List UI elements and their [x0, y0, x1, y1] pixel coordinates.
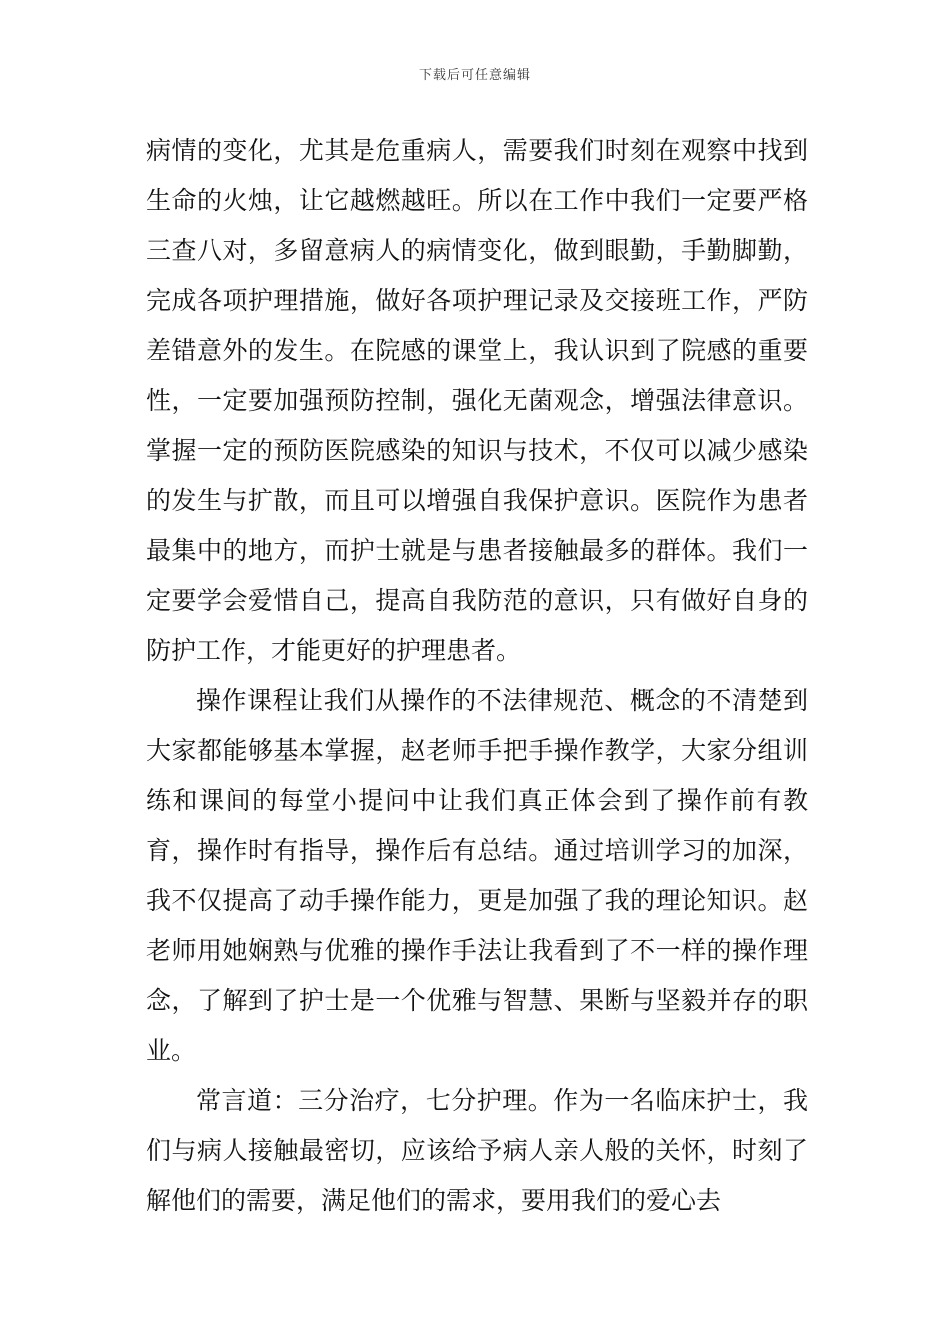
paragraph-1: 病情的变化，尤其是危重病人，需要我们时刻在观察中找到生命的火烛，让它越燃越旺。所以在工作中我们一定要严格三查八对，多留意病人的病情变化，做到眼勤，手勤脚勤，完成各项护理措施，做好各项护理记录及交接班工作，严防差错意外的发生。在院感的课堂上，我认识到了院感的重要性，一定要加强预防控制，强化无菌观念，增强法律意识。掌握一定的预防医院感染的知识与技术，不仅可以减少感染的发生与扩散，而且可以增强自我保护意识。医院作为患者最集中的地方，而护士就是与患者接触最多的群体。我们一定要学会爱惜自己，提高自我防范的意识，只有做好自身的防护工作，才能更好的护理患者。: [146, 136, 808, 665]
page-header: 下载后可任意编辑: [418, 68, 531, 83]
paragraph-3: 常言道：三分治疗，七分护理。作为一名临床护士，我们与病人接触最密切，应该给予病人亲人般的关怀，时刻了解他们的需要，满足他们的需求，要用我们的爱心去: [146, 1086, 808, 1215]
paragraph-2: 操作课程让我们从操作的不法律规范、概念的不清楚到大家都能够基本掌握，赵老师手把手操作教学，大家分组训练和课间的每堂小提问中让我们真正体会到了操作前有教育，操作时有指导，操作后有总结。通过培训学习的加深，我不仅提高了动手操作能力，更是加强了我的理论知识。赵老师用她娴熟与优雅的操作手法让我看到了不一样的操作理念，了解到了护士是一个优雅与智慧、果断与坚毅并存的职业。: [146, 686, 808, 1065]
document-body: [146, 126, 808, 1226]
